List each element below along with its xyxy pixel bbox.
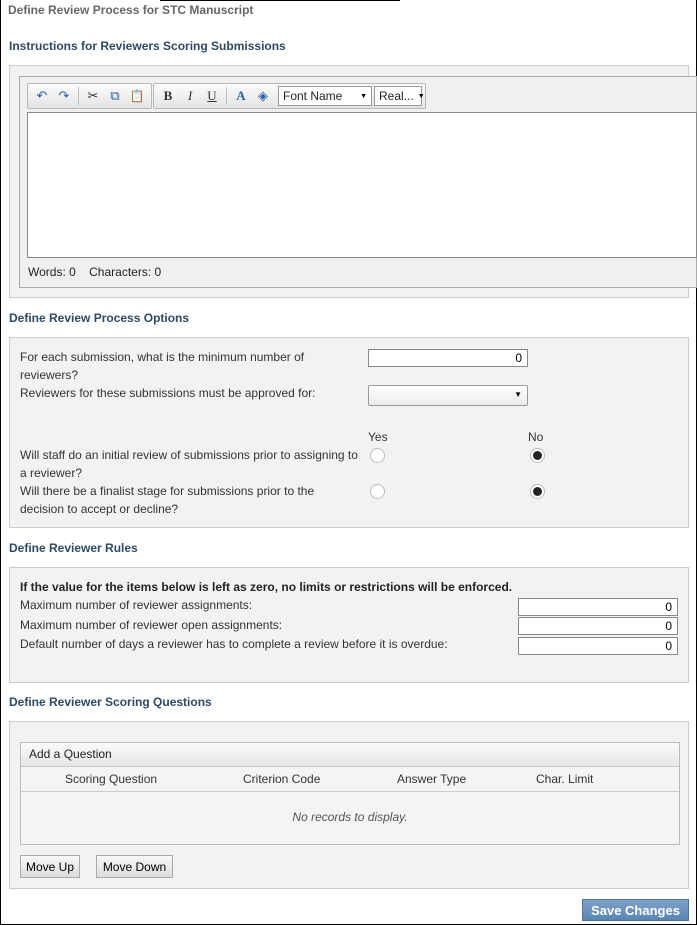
section-title-rules: Define Reviewer Rules [9,541,138,555]
font-name-value: Font Name [283,89,343,103]
max-assignments-input[interactable]: 0 [518,598,678,616]
max-assignments-label: Maximum number of reviewer assignments: [20,598,253,612]
toolbar-separator [226,87,227,105]
grid-empty-message: No records to display. [292,810,408,824]
grid-header-row [21,767,679,792]
default-days-input[interactable]: 0 [518,637,678,655]
add-question-button[interactable]: Add a Question [21,743,679,767]
rich-text-editor [19,76,697,288]
paste-icon[interactable]: 📋 [129,89,145,103]
chevron-down-icon: ▼ [360,92,367,100]
toolbar-separator [78,87,79,105]
toolbar-group-format [153,83,426,109]
page-title: Define Review Process for STC Manuscript [8,3,254,17]
character-count: Characters: 0 [89,265,162,279]
chevron-down-icon: ▼ [417,92,425,100]
underline-icon[interactable]: U [207,88,217,103]
font-size-select[interactable] [374,86,425,106]
move-up-button[interactable]: Move Up [20,855,80,878]
copy-icon[interactable]: ⧉ [110,88,120,103]
cut-icon[interactable]: ✂ [87,88,99,103]
font-size-value: Real... [379,89,414,103]
min-reviewers-input[interactable]: 0 [368,349,528,367]
finalist-stage-no-radio[interactable] [530,484,545,499]
finalist-stage-yes-radio[interactable] [370,484,385,499]
questions-grid [20,742,680,845]
bold-icon[interactable]: B [163,88,173,103]
rules-note: If the value for the items below is left as zero, no limits or restrictions will be enforced. [20,580,513,594]
min-reviewers-label: For each submission, what is the minimum number of reviewers? [20,350,305,382]
editor-toolbar [27,83,427,109]
column-header-answer-type[interactable]: Answer Type [397,772,467,786]
undo-icon[interactable]: ↶ [36,88,48,103]
staff-review-no-radio[interactable] [530,448,545,463]
italic-icon[interactable]: I [187,88,193,103]
move-down-button[interactable]: Move Down [96,855,173,878]
toolbar-group-edit [27,83,152,109]
staff-review-label: Will staff do an initial review of submissions prior to assigning to a reviewer? [20,448,358,480]
word-count: Words: 0 [28,265,76,279]
editor-content-area[interactable] [27,112,697,258]
chevron-down-icon: ▼ [514,390,522,399]
section-title-options: Define Review Process Options [9,311,190,325]
font-color-icon[interactable]: A [236,88,246,103]
save-changes-button[interactable]: Save Changes [582,899,689,921]
column-header-scoring-question[interactable]: Scoring Question [65,772,158,786]
editor-counts [28,265,171,279]
font-name-select[interactable] [278,86,372,106]
approved-for-label: Reviewers for these submissions must be approved for: [20,386,316,400]
max-open-assignments-input[interactable]: 0 [518,617,678,635]
redo-icon[interactable]: ↷ [58,88,70,103]
top-edge-line [160,0,400,1]
staff-review-yes-radio[interactable] [370,448,385,463]
highlight-icon[interactable]: ◈ [258,88,268,103]
section-title-instructions: Instructions for Reviewers Scoring Submissions [9,39,286,53]
finalist-stage-label: Will there be a finalist stage for submissions prior to the decision to accept or decline? [20,484,315,516]
section-title-questions: Define Reviewer Scoring Questions [9,695,212,709]
column-header-criterion-code[interactable]: Criterion Code [243,772,321,786]
column-header-char-limit[interactable]: Char. Limit [536,772,594,786]
default-days-label: Default number of days a reviewer has to complete a review before it is overdue: [20,637,448,651]
approved-for-select[interactable] [368,385,528,406]
yes-column-label: Yes [368,430,388,444]
max-open-assignments-label: Maximum number of reviewer open assignments: [20,618,283,632]
no-column-label: No [528,430,544,444]
